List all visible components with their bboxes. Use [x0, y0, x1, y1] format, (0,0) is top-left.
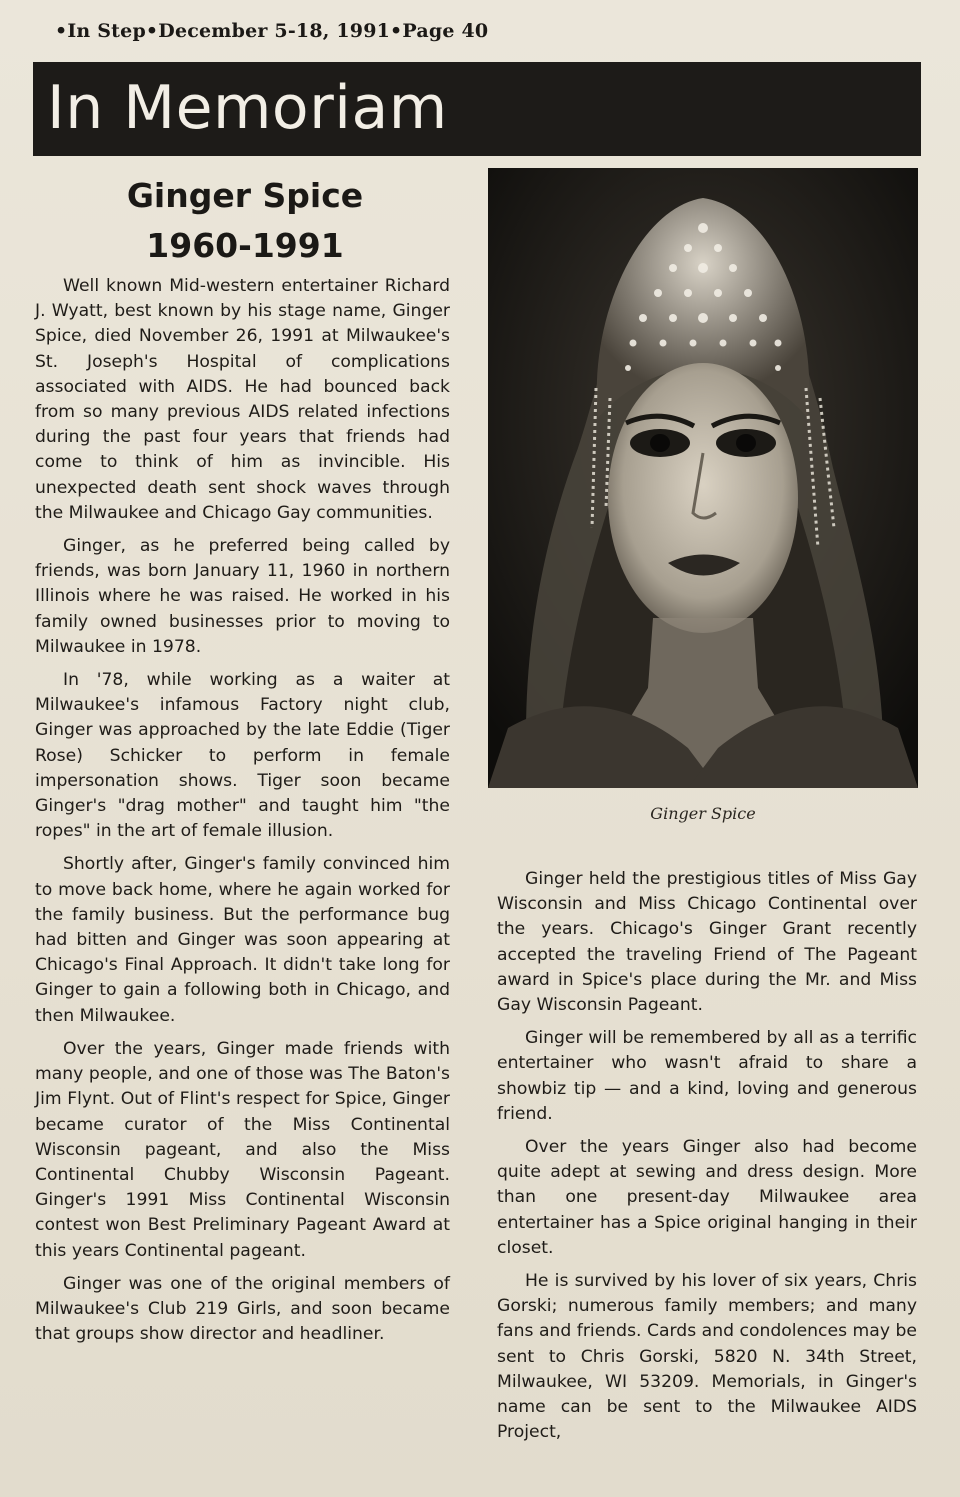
article-paragraph: In '78, while working as a waiter at Milwaukee's infamous Factory night club, Ginger was approached by the late Eddie (Tiger Rose) Schicker to perform in female impersonation shows. Tiger soon became Ginger's "drag mother" and taught him "the ropes" in the art of female illusion. [35, 670, 450, 842]
portrait-illustration [488, 168, 918, 788]
left-article-column [35, 274, 450, 1355]
running-head: •In Step•December 5-18, 1991•Page 40 [55, 20, 489, 42]
article-paragraph: Well known Mid-western entertainer Richard J. Wyatt, best known by his stage name, Ginger Spice, died November 26, 1991 at Milwaukee's St. Joseph's Hospital of complications associated with AIDS. He had bounced back from so many previous AIDS related infections during the past four years that friends had come to think of him as invincible. His unexpected death sent shock waves through the Milwaukee and Chicago Gay communities. [35, 276, 450, 523]
article-paragraph: Shortly after, Ginger's family convinced him to move back home, where he again worked for the family business. But the performance bug had bitten and Ginger was soon appearing at Chicago's Final Approach. It didn't take long for Ginger to gain a following both in Chicago, and then Milwaukee. [35, 854, 450, 1026]
article-paragraph: Over the years Ginger also had become quite adept at sewing and dress design. More than one present-day Milwaukee area entertainer has a Spice original hanging in their closet. [497, 1137, 917, 1258]
portrait-photo [488, 168, 918, 788]
photo-caption: Ginger Spice [650, 804, 756, 823]
article-paragraph: He is survived by his lover of six years, Chris Gorski; numerous family members; and many fans and friends. Cards and condolences may be sent to Chris Gorski, 5820 N. 34th Street, Milwaukee, WI 53209. Memorials, in Ginger's name can be sent to the Milwaukee AIDS Project, [497, 1271, 917, 1443]
right-article-column [497, 867, 917, 1453]
section-banner [33, 62, 921, 156]
obituary-years-headline: 1960-1991 [146, 226, 344, 265]
article-paragraph: Over the years, Ginger made friends with many people, and one of those was The Baton's Jim Flynt. Out of Flint's respect for Spice, Ginger became curator of the Miss Continental Wisconsin pageant, and also the Miss Continental Chubby Wisconsin Pageant. Ginger's 1991 Miss Continental Wisconsin contest won Best Preliminary Pageant Award at this years Continental pageant. [35, 1038, 450, 1261]
article-paragraph: Ginger will be remembered by all as a terrific entertainer who wasn't afraid to share a showbiz tip — and a kind, loving and generous friend. [497, 1028, 917, 1124]
obituary-name-headline: Ginger Spice [126, 176, 364, 215]
section-title: In Memoriam [47, 73, 448, 143]
article-paragraph: Ginger held the prestigious titles of Miss Gay Wisconsin and Miss Chicago Continental over the years. Chicago's Ginger Grant recently accepted the traveling Friend of The Pageant award in Spice's place during the Mr. and Miss Gay Wisconsin Pageant. [497, 869, 917, 1016]
article-paragraph: Ginger was one of the original members of Milwaukee's Club 219 Girls, and soon became that groups show director and headliner. [35, 1273, 450, 1345]
article-paragraph: Ginger, as he preferred being called by friends, was born January 11, 1960 in northern Illinois where he was raised. He worked in his family owned businesses prior to moving to Milwaukee in 1978. [35, 536, 450, 657]
